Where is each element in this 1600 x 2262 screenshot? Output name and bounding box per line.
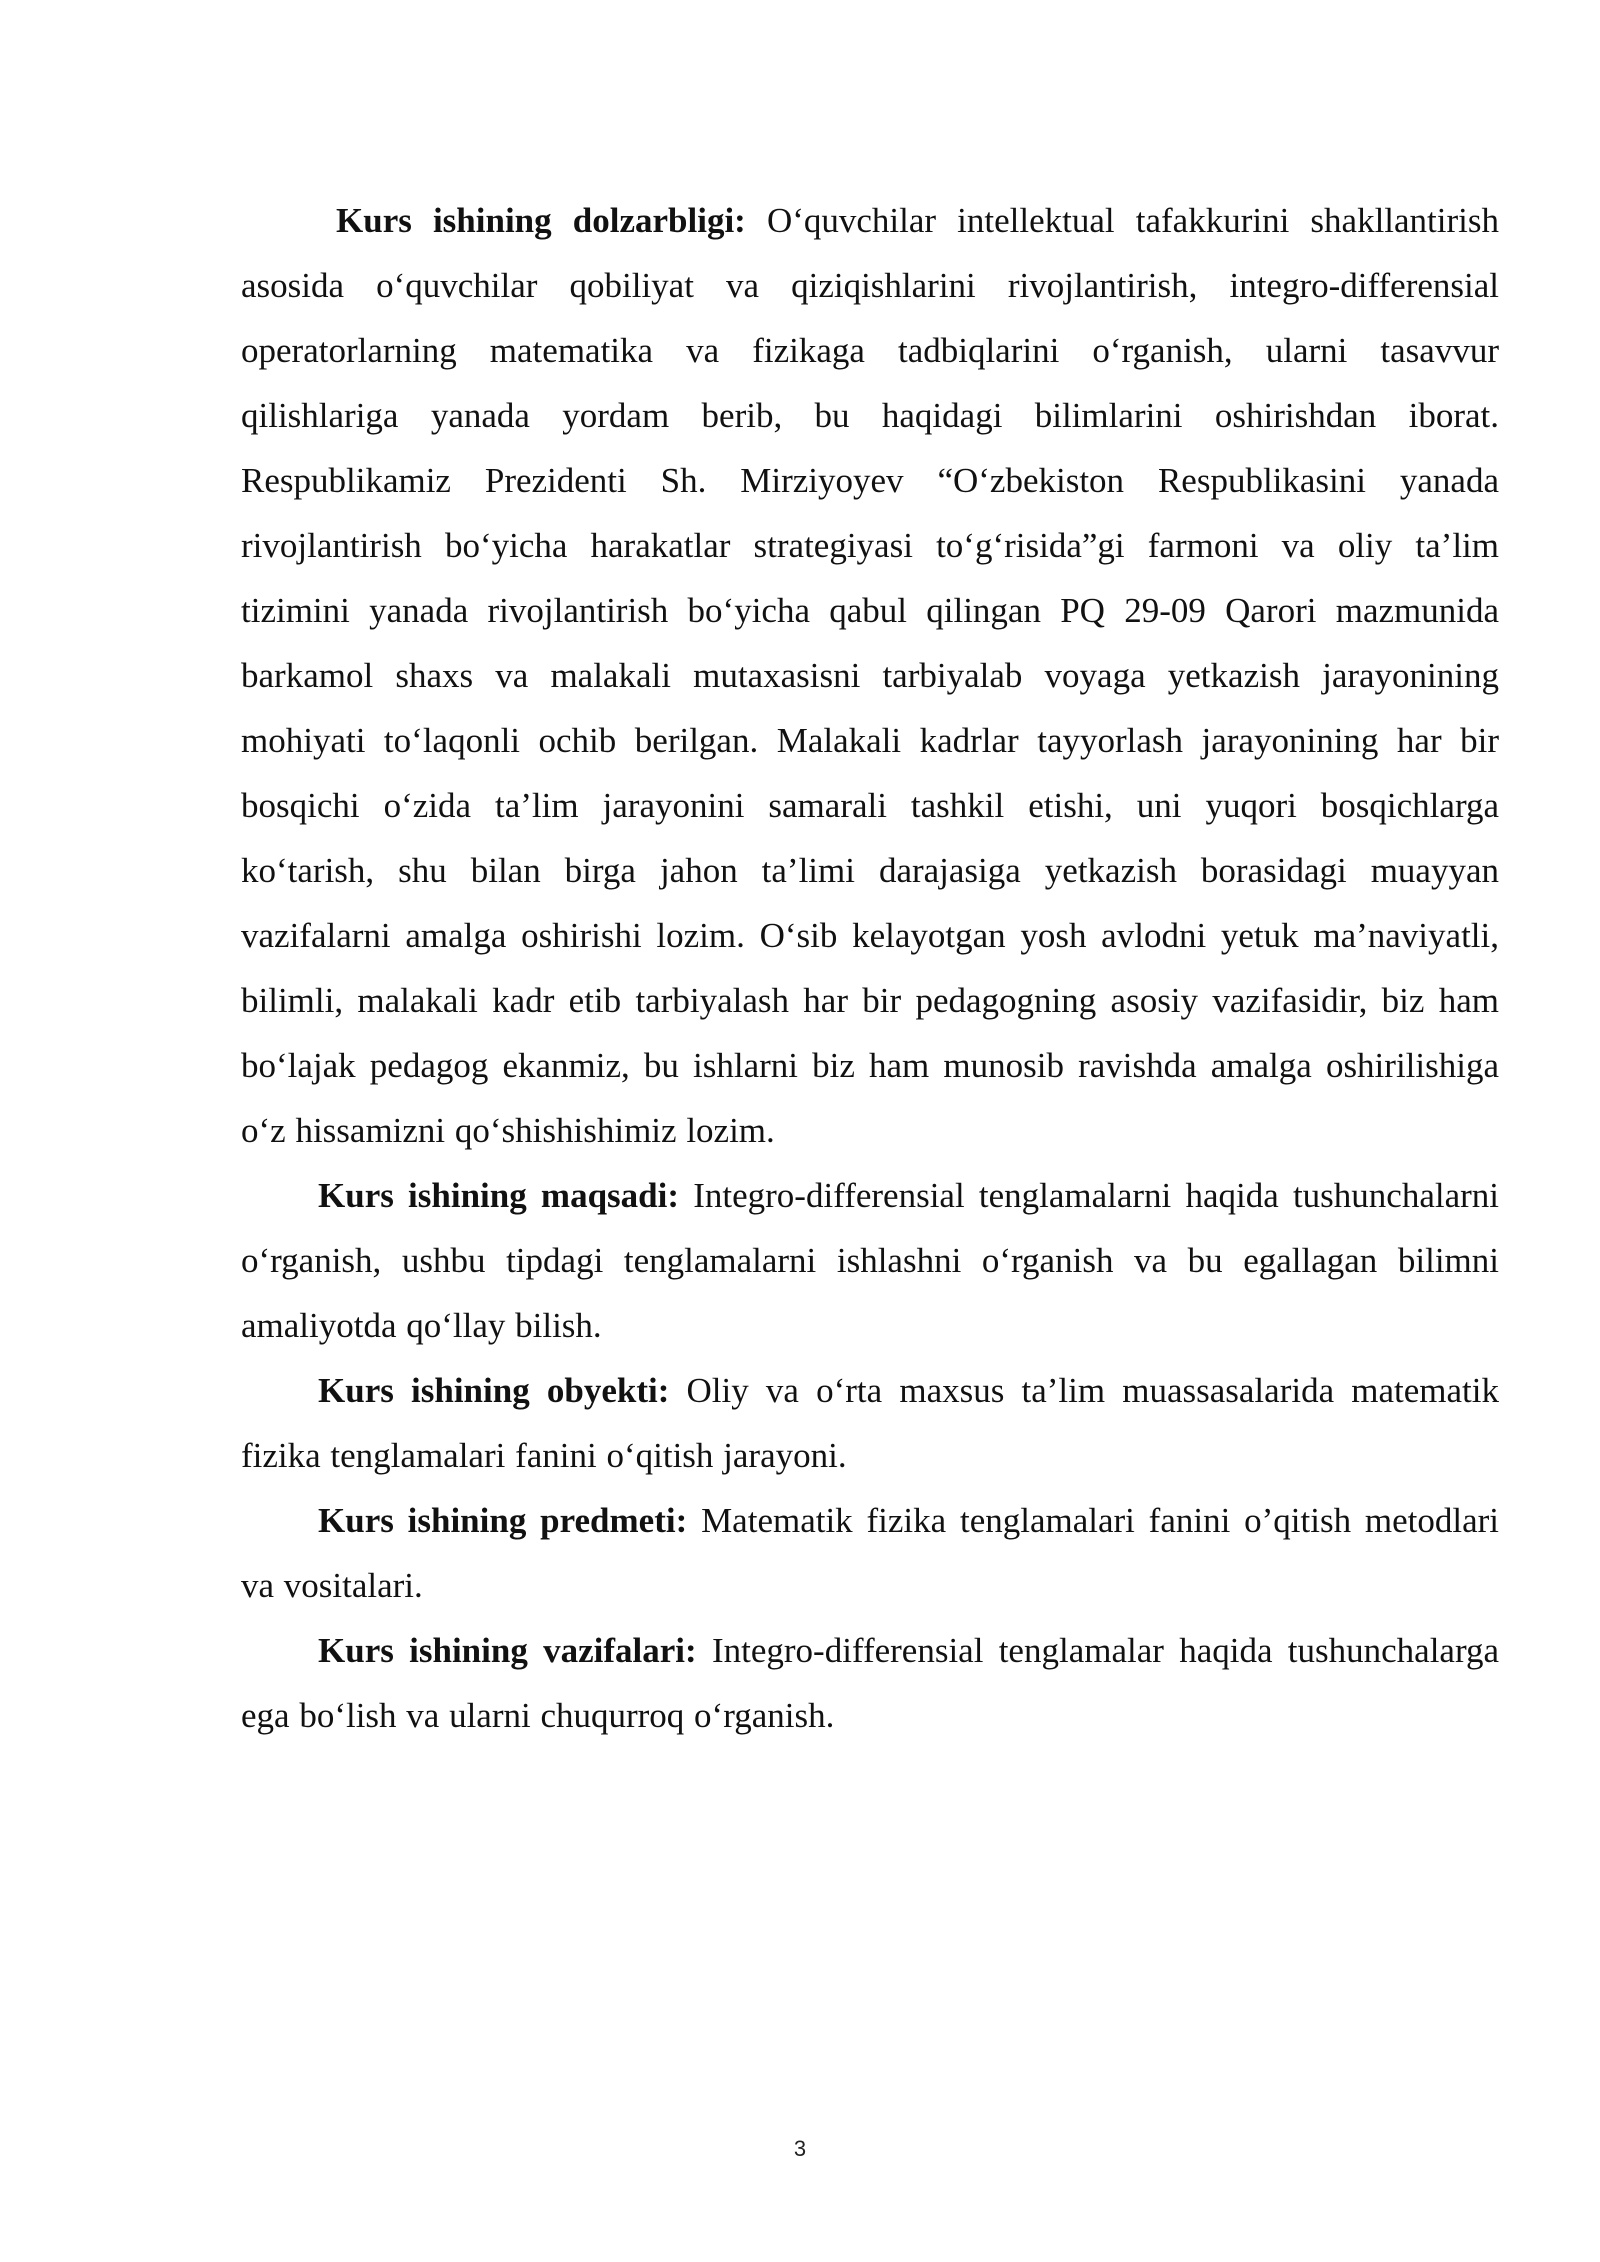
- paragraph-text: Integro-differensial tenglamalarni haqida tushunchalarni o‘rganish, ushbu tipdagi tenglamalarni ishlashni o‘rganish va bu egallagan bilimni amaliyotda qo‘llay bilish.: [241, 1176, 1500, 1345]
- paragraph-vazifalari: [241, 1618, 1499, 1748]
- paragraph-lead: Kurs ishining predmeti:: [318, 1501, 688, 1540]
- page-number: 3: [793, 2136, 807, 2161]
- document-body: [241, 188, 1499, 1748]
- paragraph-lead: Kurs ishining vazifalari:: [318, 1631, 697, 1670]
- paragraph-lead: Kurs ishining maqsadi:: [318, 1176, 680, 1215]
- paragraph-maqsadi: [241, 1163, 1499, 1358]
- paragraph-dolzarbligi: [241, 188, 1499, 1163]
- paragraph-lead: Kurs ishining dolzarbligi:: [336, 201, 746, 240]
- paragraph-obyekti: [241, 1358, 1499, 1488]
- paragraph-text: Oliy va o‘rta maxsus ta’lim muassasalarida matematik fizika tenglamalari fanini o‘qitish jarayoni.: [241, 1371, 1499, 1475]
- paragraph-text: O‘quvchilar intellektual tafakkurini shakllantirish asosida o‘quvchilar qobiliyat va qiziqishlarini rivojlantirish, integro-differensial operatorlarning matematika va fizikaga tadbiqlarini o‘rganish, ularni tasavvur qilishlariga yanada yordam berib, bu haqidagi bilimlarini oshirishdan iborat. Respublikamiz Prezidenti Sh. Mirziyoyev “O‘zbekiston Respublikasini yanada rivojlantirish bo‘yicha harakatlar strategiyasi to‘g‘risida”gi farmoni va oliy ta’lim tizimini yanada rivojlantirish bo‘yicha qabul qilingan PQ 29-09 Qarori mazmunida barkamol shaxs va malakali mutaxasisni tarbiyalab voyaga yetkazish jarayonining mohiyati to‘laqonli ochib berilgan. Malakali kadrlar tayyorlash jarayonining har bir bosqichi o‘zida ta’lim jarayonini samarali tashkil etishi, uni yuqori bosqichlarga ko‘tarish, shu bilan birga jahon ta’limi darajasiga yetkazish borasidagi muayyan vazifalarni amalga oshirishi lozim. O‘sib kelayotgan yosh avlodni yetuk ma’naviyatli, bilimli, malakali kadr etib tarbiyalash har bir pedagogning asosiy vazifasidir, biz ham bo‘lajak pedagog ekanmiz, bu ishlarni biz ham munosib ravishda amalga oshirilishiga o‘z hissamizni qo‘shishishimiz lozim.: [241, 201, 1499, 1150]
- paragraph-text: Matematik fizika tenglamalari fanini o’qitish metodlari va vositalari.: [241, 1501, 1500, 1605]
- paragraph-text: Integro-differensial tenglamalar haqida tushunchalarga ega bo‘lish va ularni chuqurroq o‘rganish.: [241, 1631, 1500, 1735]
- paragraph-predmeti: [241, 1488, 1499, 1618]
- paragraph-lead: Kurs ishining obyekti:: [318, 1371, 670, 1410]
